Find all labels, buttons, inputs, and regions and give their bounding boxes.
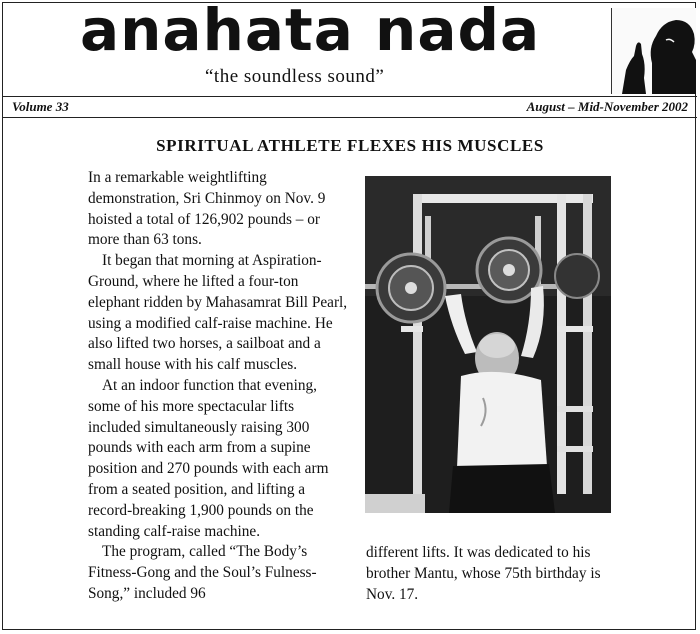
weightlifting-photo xyxy=(365,176,611,513)
bottom-rule xyxy=(3,117,697,118)
masthead xyxy=(0,0,700,96)
top-rule xyxy=(3,96,697,97)
newsletter-subtitle: “the soundless sound” xyxy=(205,66,385,87)
article-headline: SPIRITUAL ATHLETE FLEXES HIS MUSCLES xyxy=(156,136,544,155)
newsletter-title: anahata nada xyxy=(80,0,541,64)
article-paragraph: The program, called “The Body’s Fitness-Gong and the Soul’s Fulness-Song,” included 96 xyxy=(88,543,317,602)
article-column-left xyxy=(88,168,350,605)
issue-date: August – Mid-November 2002 xyxy=(526,99,688,114)
article-column-right xyxy=(366,543,626,605)
article-paragraph: It began that morning at Aspiration-Ground, where he lifted a four-ton elephant ridden by Mahasamrat Bill Pearl, using a modified calf-raise machine. He also lifted two horses, a sailboat and a small house with his calf muscles. xyxy=(88,252,348,374)
article-paragraph: In a remarkable weightlifting demonstration, Sri Chinmoy on Nov. 9 hoisted a total of 126,902 pounds – or more than 63 tons. xyxy=(88,169,326,249)
portrait-image xyxy=(611,8,696,94)
volume-label: Volume 33 xyxy=(12,99,69,114)
article-continuation: different lifts. It was dedicated to his brother Mantu, whose 75th birthday is Nov. 17. xyxy=(366,544,601,603)
article-paragraph: At an indoor function that evening, some of his more spectacular lifts included simultaneously raising 300 pounds with each arm from a supine position and 270 pounds with each arm from a seated position, and lifting a record-breaking 1,900 pounds on the standing calf-raise machine. xyxy=(88,376,329,540)
